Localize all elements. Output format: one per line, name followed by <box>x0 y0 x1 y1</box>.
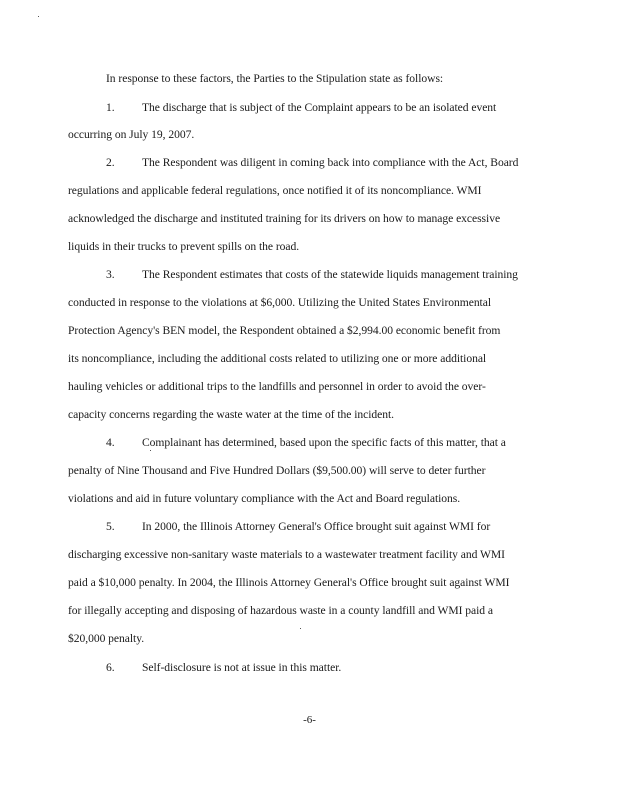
paragraph-number: 6. <box>106 661 115 674</box>
paragraph-line: Protection Agency's BEN model, the Respondent obtained a $2,994.00 economic benefit from <box>68 324 501 337</box>
paragraph-line: conducted in response to the violations at $6,000. Utilizing the United States Environmental <box>68 296 491 309</box>
paragraph-line: its noncompliance, including the additional costs related to utilizing one or more additional <box>68 352 487 365</box>
paragraph-first-line: Complainant has determined, based upon the specific facts of this matter, that a <box>142 436 506 449</box>
paragraph-line: occurring on July 19, 2007. <box>68 128 195 141</box>
paragraph-line: regulations and applicable federal regulations, once notified it of its noncompliance. WMI <box>68 184 482 197</box>
paragraph-first-line: In 2000, the Illinois Attorney General's Office brought suit against WMI for <box>142 520 491 533</box>
intro-line: In response to these factors, the Parties to the Stipulation state as follows: <box>106 72 444 85</box>
paragraph-number: 5. <box>106 520 115 533</box>
page-number: -6- <box>303 714 316 726</box>
paragraph-line: for illegally accepting and disposing of hazardous waste in a county landfill and WMI paid a <box>68 604 493 617</box>
paragraph-number: 4. <box>106 436 115 449</box>
scan-speck <box>150 450 151 451</box>
paragraph-line: paid a $10,000 penalty. In 2004, the Illinois Attorney General's Office brought suit against WMI <box>68 576 510 589</box>
paragraph-number: 1. <box>106 101 115 114</box>
paragraph-line: hauling vehicles or additional trips to the landfills and personnel in order to avoid the over- <box>68 380 486 393</box>
paragraph-line: capacity concerns regarding the waste water at the time of the incident. <box>68 408 395 421</box>
paragraph-line: $20,000 penalty. <box>68 632 145 645</box>
scan-speck <box>300 628 301 629</box>
paragraph-line: discharging excessive non-sanitary waste materials to a wastewater treatment facility and WMI <box>68 548 505 561</box>
paragraph-first-line: The Respondent was diligent in coming back into compliance with the Act, Board <box>142 156 519 169</box>
paragraph-line: liquids in their trucks to prevent spills on the road. <box>68 240 300 253</box>
paragraph-line: violations and aid in future voluntary compliance with the Act and Board regulations. <box>68 492 461 505</box>
paragraph-first-line: The discharge that is subject of the Complaint appears to be an isolated event <box>142 101 497 114</box>
paragraph-first-line: Self-disclosure is not at issue in this matter. <box>142 661 342 674</box>
paragraph-number: 3. <box>106 268 115 281</box>
scan-speck <box>38 16 39 17</box>
paragraph-line: acknowledged the discharge and instituted training for its drivers on how to manage excessive <box>68 212 501 225</box>
paragraph-line: penalty of Nine Thousand and Five Hundred Dollars ($9,500.00) will serve to deter further <box>68 464 486 477</box>
paragraph-number: 2. <box>106 156 115 169</box>
paragraph-first-line: The Respondent estimates that costs of the statewide liquids management training <box>142 268 518 281</box>
